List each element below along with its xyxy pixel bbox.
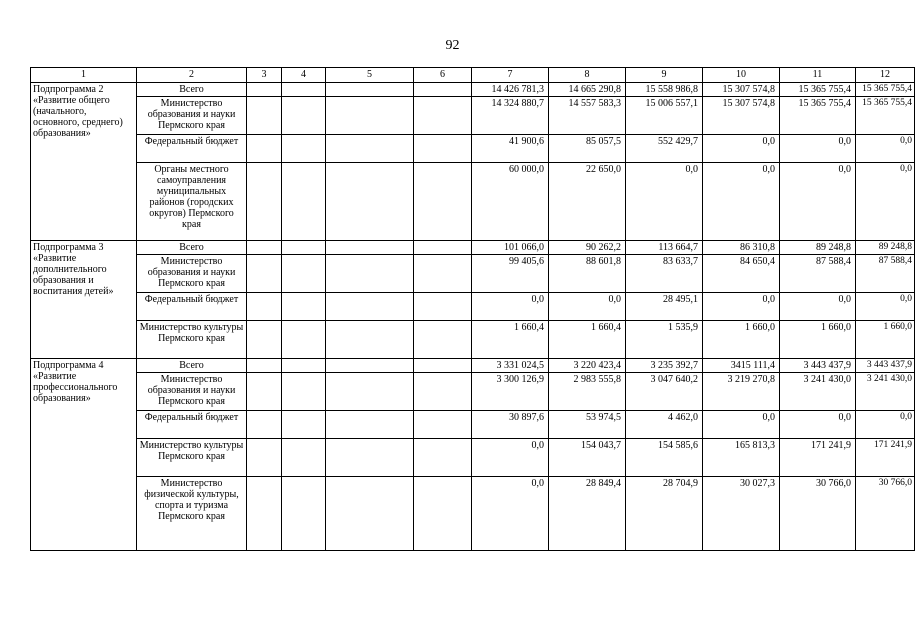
- value-cell: 60 000,0: [472, 163, 549, 241]
- value-cell: 101 066,0: [472, 241, 549, 255]
- value-cell: 15 365 755,4: [856, 97, 915, 135]
- empty-cell: [326, 293, 414, 321]
- value-cell: 1 660,0: [703, 321, 780, 359]
- empty-cell: [247, 411, 282, 439]
- empty-cell: [414, 439, 472, 477]
- empty-cell: [282, 439, 326, 477]
- value-cell: 1 660,4: [549, 321, 626, 359]
- value-cell: 0,0: [703, 135, 780, 163]
- empty-cell: [414, 293, 472, 321]
- value-cell: 0,0: [780, 163, 856, 241]
- value-cell: 171 241,9: [856, 439, 915, 477]
- value-cell: 85 057,5: [549, 135, 626, 163]
- value-cell: 28 495,1: [626, 293, 703, 321]
- program-name: Подпрограмма 3 «Развитие дополнительного образования и воспитания детей»: [31, 241, 137, 359]
- value-cell: 0,0: [472, 293, 549, 321]
- column-header-9: 9: [626, 68, 703, 83]
- table-row: [31, 83, 915, 97]
- empty-cell: [247, 477, 282, 551]
- empty-cell: [326, 439, 414, 477]
- value-cell: 3 241 430,0: [780, 373, 856, 411]
- value-cell: 89 248,8: [856, 241, 915, 255]
- value-cell: 87 588,4: [856, 255, 915, 293]
- value-cell: 15 307 574,8: [703, 83, 780, 97]
- empty-cell: [247, 359, 282, 373]
- empty-cell: [414, 359, 472, 373]
- table-row: [31, 411, 915, 439]
- value-cell: 3415 111,4: [703, 359, 780, 373]
- value-cell: 3 300 126,9: [472, 373, 549, 411]
- empty-cell: [282, 293, 326, 321]
- empty-cell: [282, 477, 326, 551]
- value-cell: 14 426 781,3: [472, 83, 549, 97]
- column-header-4: 4: [282, 68, 326, 83]
- empty-cell: [282, 241, 326, 255]
- value-cell: 14 665 290,8: [549, 83, 626, 97]
- budget-table: [30, 67, 915, 551]
- funding-source: Органы местного самоуправления муниципальных районов (городских округов) Пермского края: [137, 163, 247, 241]
- value-cell: 0,0: [626, 163, 703, 241]
- table-row: [31, 321, 915, 359]
- value-cell: 154 585,6: [626, 439, 703, 477]
- empty-cell: [326, 83, 414, 97]
- column-header-12: 12: [856, 68, 915, 83]
- empty-cell: [326, 477, 414, 551]
- value-cell: 3 241 430,0: [856, 373, 915, 411]
- empty-cell: [326, 411, 414, 439]
- value-cell: 0,0: [856, 163, 915, 241]
- value-cell: 0,0: [549, 293, 626, 321]
- value-cell: 3 331 024,5: [472, 359, 549, 373]
- value-cell: 0,0: [703, 411, 780, 439]
- table-body: [31, 68, 915, 551]
- value-cell: 1 535,9: [626, 321, 703, 359]
- empty-cell: [282, 255, 326, 293]
- value-cell: 41 900,6: [472, 135, 549, 163]
- value-cell: 1 660,0: [856, 321, 915, 359]
- value-cell: 0,0: [703, 293, 780, 321]
- empty-cell: [414, 321, 472, 359]
- value-cell: 83 633,7: [626, 255, 703, 293]
- column-header-6: 6: [414, 68, 472, 83]
- table-row: [31, 477, 915, 551]
- value-cell: 86 310,8: [703, 241, 780, 255]
- value-cell: 15 365 755,4: [780, 97, 856, 135]
- funding-source: Федеральный бюджет: [137, 293, 247, 321]
- value-cell: 165 813,3: [703, 439, 780, 477]
- value-cell: 88 601,8: [549, 255, 626, 293]
- table-row: [31, 135, 915, 163]
- value-cell: 14 324 880,7: [472, 97, 549, 135]
- value-cell: 0,0: [472, 439, 549, 477]
- value-cell: 28 704,9: [626, 477, 703, 551]
- value-cell: 30 766,0: [780, 477, 856, 551]
- funding-source: Министерство физической культуры, спорта и туризма Пермского края: [137, 477, 247, 551]
- table-row: [31, 293, 915, 321]
- empty-cell: [414, 163, 472, 241]
- column-header-3: 3: [247, 68, 282, 83]
- empty-cell: [247, 293, 282, 321]
- empty-cell: [247, 373, 282, 411]
- empty-cell: [282, 321, 326, 359]
- value-cell: 1 660,4: [472, 321, 549, 359]
- value-cell: 154 043,7: [549, 439, 626, 477]
- empty-cell: [247, 241, 282, 255]
- value-cell: 4 462,0: [626, 411, 703, 439]
- funding-source: Министерство образования и науки Пермского края: [137, 373, 247, 411]
- empty-cell: [414, 255, 472, 293]
- value-cell: 87 588,4: [780, 255, 856, 293]
- value-cell: 15 558 986,8: [626, 83, 703, 97]
- value-cell: 0,0: [780, 135, 856, 163]
- table-row: [31, 373, 915, 411]
- column-header-8: 8: [549, 68, 626, 83]
- value-cell: 28 849,4: [549, 477, 626, 551]
- program-name: Подпрограмма 2 «Развитие общего (начального, основного, среднего) образования»: [31, 83, 137, 241]
- empty-cell: [282, 359, 326, 373]
- column-header-10: 10: [703, 68, 780, 83]
- column-header-11: 11: [780, 68, 856, 83]
- empty-cell: [326, 255, 414, 293]
- value-cell: 15 307 574,8: [703, 97, 780, 135]
- value-cell: 22 650,0: [549, 163, 626, 241]
- funding-source: Всего: [137, 359, 247, 373]
- funding-source: Министерство образования и науки Пермского края: [137, 255, 247, 293]
- empty-cell: [282, 135, 326, 163]
- value-cell: 3 235 392,7: [626, 359, 703, 373]
- funding-source: Министерство культуры Пермского края: [137, 321, 247, 359]
- column-header-7: 7: [472, 68, 549, 83]
- empty-cell: [247, 97, 282, 135]
- empty-cell: [247, 255, 282, 293]
- funding-source: Всего: [137, 241, 247, 255]
- value-cell: 0,0: [472, 477, 549, 551]
- empty-cell: [414, 241, 472, 255]
- empty-cell: [326, 321, 414, 359]
- empty-cell: [414, 83, 472, 97]
- empty-cell: [282, 97, 326, 135]
- column-header-1: 1: [31, 68, 137, 83]
- value-cell: 3 219 270,8: [703, 373, 780, 411]
- value-cell: 0,0: [780, 411, 856, 439]
- empty-cell: [414, 97, 472, 135]
- funding-source: Федеральный бюджет: [137, 135, 247, 163]
- empty-cell: [326, 373, 414, 411]
- value-cell: 90 262,2: [549, 241, 626, 255]
- value-cell: 84 650,4: [703, 255, 780, 293]
- page-number: 92: [445, 38, 460, 53]
- table-row: [31, 439, 915, 477]
- empty-cell: [282, 163, 326, 241]
- empty-cell: [247, 163, 282, 241]
- empty-cell: [326, 359, 414, 373]
- empty-cell: [326, 135, 414, 163]
- empty-cell: [414, 411, 472, 439]
- program-name: Подпрограмма 4 «Развитие профессионального образования»: [31, 359, 137, 551]
- value-cell: 15 365 755,4: [780, 83, 856, 97]
- empty-cell: [247, 439, 282, 477]
- table-row: [31, 97, 915, 135]
- value-cell: 0,0: [856, 135, 915, 163]
- empty-cell: [247, 83, 282, 97]
- empty-cell: [326, 163, 414, 241]
- empty-cell: [326, 97, 414, 135]
- table-header-row: [31, 68, 915, 83]
- column-header-5: 5: [326, 68, 414, 83]
- value-cell: 15 006 557,1: [626, 97, 703, 135]
- value-cell: 552 429,7: [626, 135, 703, 163]
- empty-cell: [414, 135, 472, 163]
- empty-cell: [282, 373, 326, 411]
- empty-cell: [326, 241, 414, 255]
- value-cell: 53 974,5: [549, 411, 626, 439]
- funding-source: Федеральный бюджет: [137, 411, 247, 439]
- value-cell: 3 443 437,9: [780, 359, 856, 373]
- empty-cell: [247, 321, 282, 359]
- funding-source: Министерство культуры Пермского края: [137, 439, 247, 477]
- value-cell: 0,0: [703, 163, 780, 241]
- column-header-2: 2: [137, 68, 247, 83]
- funding-source: Министерство образования и науки Пермского края: [137, 97, 247, 135]
- table-row: [31, 255, 915, 293]
- empty-cell: [282, 83, 326, 97]
- value-cell: 3 047 640,2: [626, 373, 703, 411]
- value-cell: 0,0: [856, 293, 915, 321]
- value-cell: 14 557 583,3: [549, 97, 626, 135]
- empty-cell: [414, 477, 472, 551]
- value-cell: 3 220 423,4: [549, 359, 626, 373]
- value-cell: 113 664,7: [626, 241, 703, 255]
- value-cell: 0,0: [856, 411, 915, 439]
- value-cell: 15 365 755,4: [856, 83, 915, 97]
- value-cell: 99 405,6: [472, 255, 549, 293]
- empty-cell: [282, 411, 326, 439]
- value-cell: 2 983 555,8: [549, 373, 626, 411]
- table-row: [31, 359, 915, 373]
- value-cell: 171 241,9: [780, 439, 856, 477]
- value-cell: 30 027,3: [703, 477, 780, 551]
- value-cell: 30 766,0: [856, 477, 915, 551]
- value-cell: 30 897,6: [472, 411, 549, 439]
- value-cell: 0,0: [780, 293, 856, 321]
- empty-cell: [247, 135, 282, 163]
- value-cell: 3 443 437,9: [856, 359, 915, 373]
- empty-cell: [414, 373, 472, 411]
- funding-source: Всего: [137, 83, 247, 97]
- value-cell: 1 660,0: [780, 321, 856, 359]
- table-row: [31, 241, 915, 255]
- value-cell: 89 248,8: [780, 241, 856, 255]
- table-row: [31, 163, 915, 241]
